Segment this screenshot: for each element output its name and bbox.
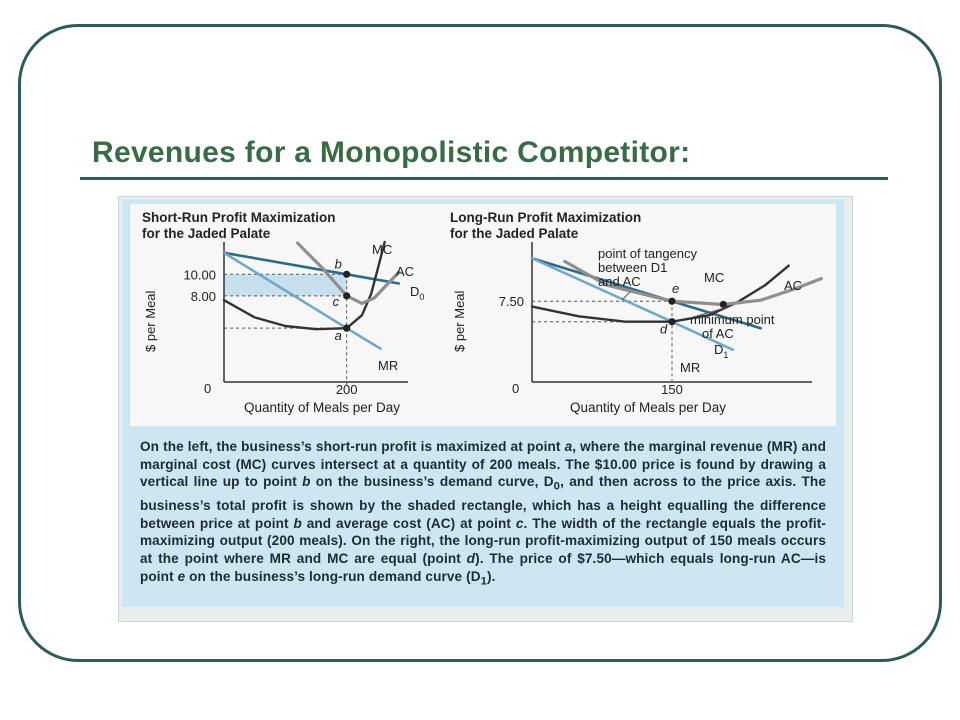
- short-run-title-line2: for the Jaded Palate: [142, 226, 271, 241]
- figure-caption: [140, 438, 826, 591]
- caption-point-label: a: [564, 439, 573, 454]
- long-run-chart: [450, 210, 821, 415]
- short-run-series-label-sub: 0: [419, 292, 425, 302]
- caption-text: , and then across to the price axis. The business’s total profit is shown by the shaded rectangle, which has a height equalling the difference between price at point: [140, 474, 826, 531]
- short-run-series-label-ac: AC: [396, 264, 415, 279]
- long-run-series-label-d1: $D_1$: [714, 342, 729, 360]
- short-run-xlabel: Quantity of Meals per Day: [243, 400, 401, 415]
- caption-point-label: b: [293, 515, 302, 531]
- minimum-annotation-line: minimum point: [690, 312, 775, 327]
- caption-text: on the business’s long-run demand curve (D: [185, 568, 481, 584]
- caption-text: On the left, the business’s short-run profit is maximized at point: [140, 439, 565, 454]
- caption-text: on the business’s demand curve, D: [310, 474, 554, 490]
- short-run-ytick-label: 10.00: [183, 267, 216, 283]
- minimum-annotation-line: of AC: [702, 326, 734, 341]
- tangency-annotation-line: and AC: [598, 274, 641, 289]
- long-run-xlabel: Quantity of Meals per Day: [569, 400, 727, 415]
- short-run-series-label-mc: MC: [372, 242, 393, 257]
- tangency-annotation-line: between D1: [598, 260, 668, 275]
- caption-text: , where the marginal revenue (MR) and marginal cost (MC) curves intersect at a quantity of 200 meals. The $10.00 price is found by drawing a vertical line up to point: [140, 439, 826, 490]
- long-run-point-label-d: d: [660, 321, 668, 337]
- short-run-point-label-b: b: [334, 256, 342, 272]
- long-run-title-line2: for the Jaded Palate: [450, 226, 579, 241]
- caption-text: ).: [487, 568, 496, 584]
- caption-point-label: c: [515, 515, 524, 531]
- caption-subscript: 0: [553, 481, 561, 494]
- caption-point-label: d: [466, 550, 476, 566]
- short-run-ytick-label: 8.00: [190, 288, 216, 304]
- caption-text: ). The price of $7.50—which equals long-run AC—is point: [140, 550, 826, 584]
- long-run-point-e: [668, 298, 675, 305]
- short-run-ylabel: $ per Meal: [143, 290, 158, 352]
- short-run-title-line1: Short-Run Profit Maximization: [142, 210, 336, 225]
- long-run-xtick-label: 150: [661, 382, 683, 397]
- short-run-xtick-label: 200: [335, 382, 358, 397]
- long-run-title-line1: Long-Run Profit Maximization: [450, 210, 642, 225]
- long-run-point-d: [668, 318, 675, 325]
- caption-text: and average cost (AC) at point: [301, 515, 516, 531]
- caption-subscript: 1: [480, 575, 488, 588]
- short-run-point-a: [343, 325, 350, 332]
- long-run-ylabel: $ per Meal: [452, 290, 467, 352]
- short-run-point-label-c: c: [332, 293, 340, 309]
- caption-text: . The width of the rectangle equals the profit-maximizing output (200 meals). On the right, the long-run profit-maximizing output of 150 meals occurs at the point where MR and MC are equal (point: [140, 515, 827, 566]
- short-run-series-label-mr: MR: [378, 358, 399, 373]
- caption-point-label: b: [302, 474, 311, 490]
- short-run-origin-label: 0: [204, 381, 212, 396]
- tangency-pointer: [622, 292, 630, 300]
- short-run-series-label-d0: $D_0$: [410, 284, 425, 302]
- long-run-series-label-sub: 1: [723, 350, 729, 360]
- long-run-series-label-mr: MR: [680, 360, 701, 375]
- short-run-point-c: [343, 292, 350, 299]
- ac-minimum-point: [720, 301, 727, 308]
- long-run-series-label-mc: MC: [704, 270, 725, 285]
- caption-point-label: e: [177, 568, 186, 584]
- long-run-ytick-label: 7.50: [498, 294, 524, 310]
- long-run-series-label-ac: AC: [784, 278, 803, 293]
- long-run-origin-label: 0: [512, 381, 520, 396]
- short-run-point-label-a: a: [334, 328, 342, 344]
- tangency-annotation-line: point of tangency: [598, 246, 698, 261]
- short-run-profit-rect: [224, 274, 347, 296]
- short-run-point-b: [343, 271, 350, 278]
- short-run-chart: [142, 210, 424, 415]
- slide-title: Revenues for a Monopolistic Competitor:: [92, 136, 691, 169]
- long-run-point-label-e: e: [672, 281, 680, 297]
